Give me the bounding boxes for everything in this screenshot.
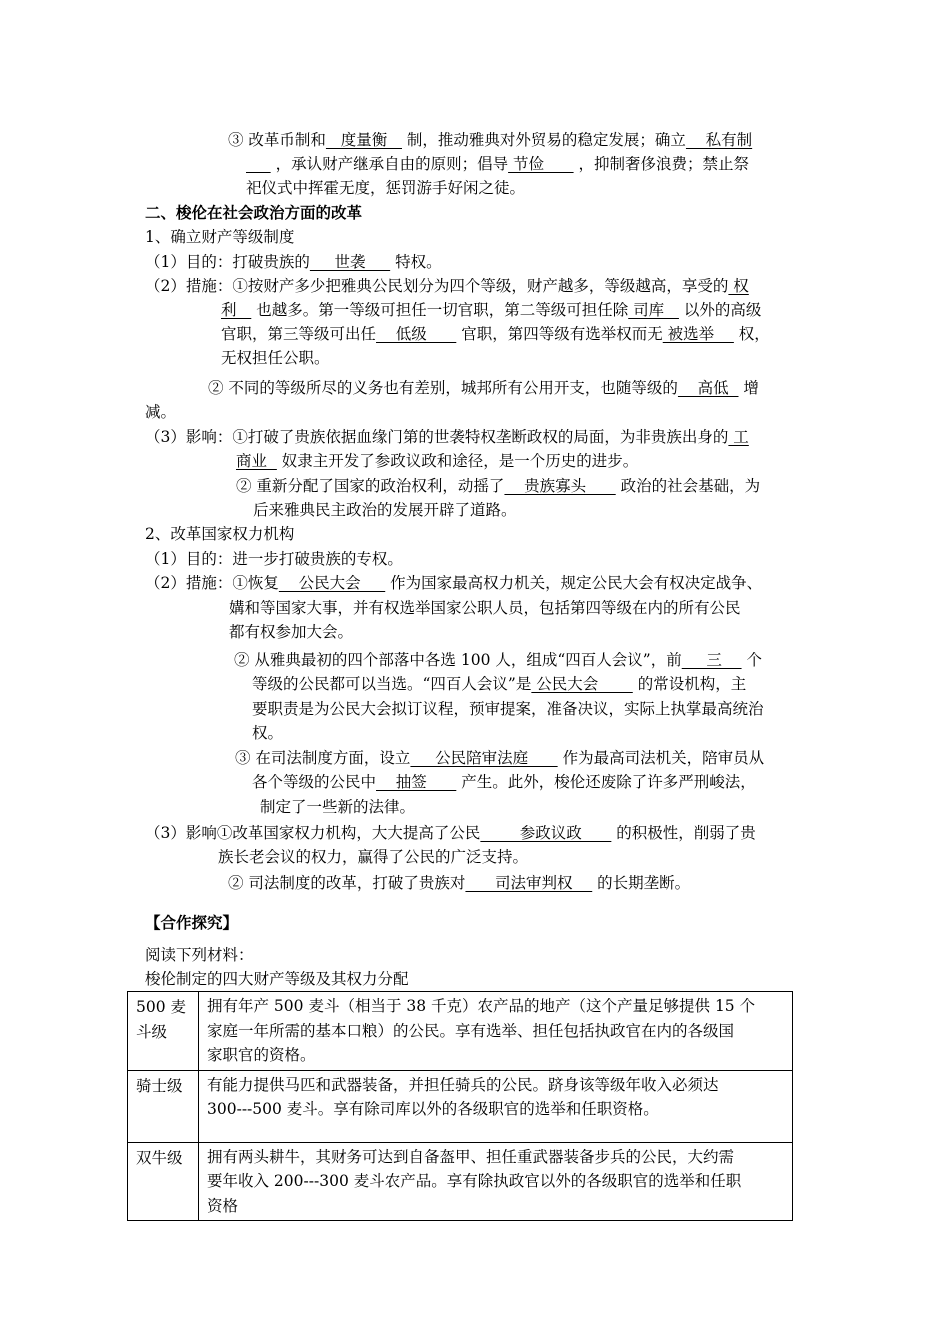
p3-line1 xyxy=(228,128,752,152)
text: 各个等级的公民中 xyxy=(252,773,377,791)
class-name-cell xyxy=(128,1070,199,1142)
p3-line3: 祀仪式中挥霍无度，惩罚游手好闲之徒。 xyxy=(246,179,526,197)
class-description-cell xyxy=(199,992,793,1071)
impact-line3 xyxy=(236,474,760,498)
text: 的常设机构，主 xyxy=(632,675,747,693)
cell-text: 500 麦 xyxy=(136,998,187,1016)
text: 制，推动雅典对外贸易的稳定发展；确立 xyxy=(402,131,686,149)
cell-text: 拥有年产 500 麦斗（相当于 38 千克）农产品的地产（这个产量足够提供 15 个 xyxy=(207,997,756,1015)
text: （3）影响①改革国家权力机构，大大提高了公民 xyxy=(145,824,481,842)
blank-answer: 权 xyxy=(728,277,749,295)
blank-answer: 公民大会 xyxy=(531,675,633,693)
blank-answer: 司库 xyxy=(628,301,679,319)
blank-answer: 司法审判权 xyxy=(465,874,593,892)
measure2-line3: 都有权参加大会。 xyxy=(229,623,354,641)
measure2-line10: 制定了一些新的法律。 xyxy=(260,798,416,816)
section-heading: 二、梭伦在社会政治方面的改革 xyxy=(145,204,363,222)
text: （2）措施：①按财产多少把雅典公民划分为四个等级，财产越多，等级越高，享受的 xyxy=(145,277,729,295)
measure2-line4 xyxy=(234,648,762,672)
measure2-line5 xyxy=(252,672,746,696)
table-caption: 梭伦制定的四大财产等级及其权力分配 xyxy=(145,970,409,988)
measure2-line1 xyxy=(145,571,762,595)
impact-line1 xyxy=(145,425,749,449)
class-description-cell xyxy=(199,1070,793,1142)
read-instruction: 阅读下列材料： xyxy=(145,946,254,964)
blank-answer: 高低 xyxy=(677,379,739,397)
measure2-line9 xyxy=(252,770,756,794)
impact2-line2: 族长老会议的权力，赢得了公民的广泛支持。 xyxy=(218,848,529,866)
text: 等级的公民都可以当选。“四百人会议”是 xyxy=(252,675,532,693)
text: 产生。此外，梭伦还废除了许多严刑峻法， xyxy=(456,773,756,791)
cell-text: 家职官的资格。 xyxy=(207,1046,316,1064)
cell-text: 要年收入 200---300 麦斗农产品。享有除执政官以外的各级职官的选举和任职 xyxy=(207,1172,742,1190)
measure-line2 xyxy=(221,298,761,322)
text: 也越多。第一等级可担任一切官职，第二等级可担任除 xyxy=(251,301,629,319)
table-row xyxy=(128,1142,793,1221)
measure2-line2: 媾和等国家大事，并有权选举国家公职人员，包括第四等级在内的所有公民 xyxy=(229,599,741,617)
text: 官职，第四等级有选举权而无 xyxy=(456,325,663,343)
blank-answer: 私有制 xyxy=(685,131,753,149)
text: ，承认财产继承自由的原则；倡导 xyxy=(270,155,509,173)
text: （1）目的：打破贵族的 xyxy=(145,253,310,271)
blank-answer xyxy=(246,155,271,173)
text: 的积极性，削弱了贵 xyxy=(611,824,756,842)
measure2-line6: 要职责是为公民大会拟订议程，预审提案，准备决议，实际上执掌最高统治 xyxy=(252,700,764,718)
table-row xyxy=(128,992,793,1071)
property-class-table xyxy=(127,991,793,1221)
text: ② 司法制度的改革，打破了贵族对 xyxy=(228,874,466,892)
text: ③ 在司法制度方面，设立 xyxy=(235,749,411,767)
coop-heading: 【合作探究】 xyxy=(145,914,239,932)
blank-answer: 低级 xyxy=(376,325,457,343)
text: 特权。 xyxy=(390,253,442,271)
cell-text: 300---500 麦斗。享有除司库以外的各级职官的选举和任职资格。 xyxy=(207,1100,659,1118)
blank-answer: 三 xyxy=(681,651,742,669)
cell-text: 拥有两头耕牛，其财务可达到自备盔甲、担任重武器装备步兵的公民，大约需 xyxy=(207,1147,735,1166)
text: 政治的社会基础，为 xyxy=(615,477,761,495)
cell-text: 斗级 xyxy=(136,1022,168,1041)
blank-answer: 贵族寡头 xyxy=(504,477,616,495)
blank-answer: 度量衡 xyxy=(325,131,402,149)
measure-line1 xyxy=(145,274,749,298)
text: 以外的高级 xyxy=(678,301,762,319)
text: ② 重新分配了国家的政治权利，动摇了 xyxy=(236,477,505,495)
measure2-line8 xyxy=(235,746,764,770)
measure-line3 xyxy=(221,322,770,346)
impact2-line1 xyxy=(145,821,756,845)
impact2-line3 xyxy=(228,871,690,895)
cell-text: 双牛级 xyxy=(136,1148,183,1167)
blank-answer: 抽签 xyxy=(376,773,457,791)
text: （3）影响：①打破了贵族依据血缘门第的世袭特权垄断政权的局面，为非贵族出身的 xyxy=(145,428,729,446)
measure2-line7: 权。 xyxy=(252,724,284,742)
text: 增 xyxy=(738,379,759,397)
text: ② 不同的等级所尽的义务也有差别，城邦所有公用开支，也随等级的 xyxy=(208,379,678,397)
subsection-title: 2、改革国家权力机构 xyxy=(145,525,295,543)
text: 奴隶主开发了参政议政和途径，是一个历史的进步。 xyxy=(276,452,639,470)
text: 个 xyxy=(741,651,762,669)
text: 官职，第三等级可出任 xyxy=(221,325,377,343)
class-description-cell xyxy=(199,1142,793,1221)
cell-text: 资格 xyxy=(207,1196,239,1215)
blank-answer: 商业 xyxy=(236,452,277,470)
blank-answer: 公民陪审法庭 xyxy=(410,749,558,767)
aim-line xyxy=(145,250,442,274)
blank-answer: 工 xyxy=(728,428,749,446)
impact-line2 xyxy=(236,449,638,473)
blank-answer: 节俭 xyxy=(508,155,574,173)
blank-answer: 参政议政 xyxy=(480,824,612,842)
subsection-title: 1、确立财产等级制度 xyxy=(145,228,295,246)
cell-text: 家庭一年所需的基本口粮）的公民。享有选举、担任包括执政官在内的各级国 xyxy=(207,1021,735,1040)
blank-answer: 世袭 xyxy=(309,253,391,271)
blank-answer: 公民大会 xyxy=(278,574,386,592)
text: ，抑制奢侈浪费；禁止祭 xyxy=(573,155,750,173)
measure-line5 xyxy=(208,376,759,400)
aim-line: （1）目的：进一步打破贵族的专权。 xyxy=(145,550,403,568)
text: 作为最高司法机关，陪审员从 xyxy=(557,749,765,767)
class-name-cell xyxy=(128,992,199,1071)
class-name-cell xyxy=(128,1142,199,1221)
text: （2）措施：①恢复 xyxy=(145,574,279,592)
text: 的长期垄断。 xyxy=(592,874,691,892)
blank-answer: 利 xyxy=(221,301,252,319)
measure-line4: 无权担任公职。 xyxy=(221,349,330,367)
impact-line4: 后来雅典民主政治的发展开辟了道路。 xyxy=(253,501,517,519)
text: 权， xyxy=(733,325,770,343)
text: ③ 改革币制和 xyxy=(228,131,326,149)
p3-line2 xyxy=(246,152,749,176)
text: ② 从雅典最初的四个部落中各选 100 人，组成“四百人会议”，前 xyxy=(234,651,682,669)
text: 作为国家最高权力机关，规定公民大会有权决定战争、 xyxy=(385,574,763,592)
measure-line6: 减。 xyxy=(145,403,177,421)
blank-answer: 被选举 xyxy=(662,325,734,343)
cell-text: 有能力提供马匹和武器装备，并担任骑兵的公民。跻身该等级年收入必须达 xyxy=(207,1075,719,1094)
cell-text: 骑士级 xyxy=(136,1076,183,1095)
table-row xyxy=(128,1070,793,1142)
